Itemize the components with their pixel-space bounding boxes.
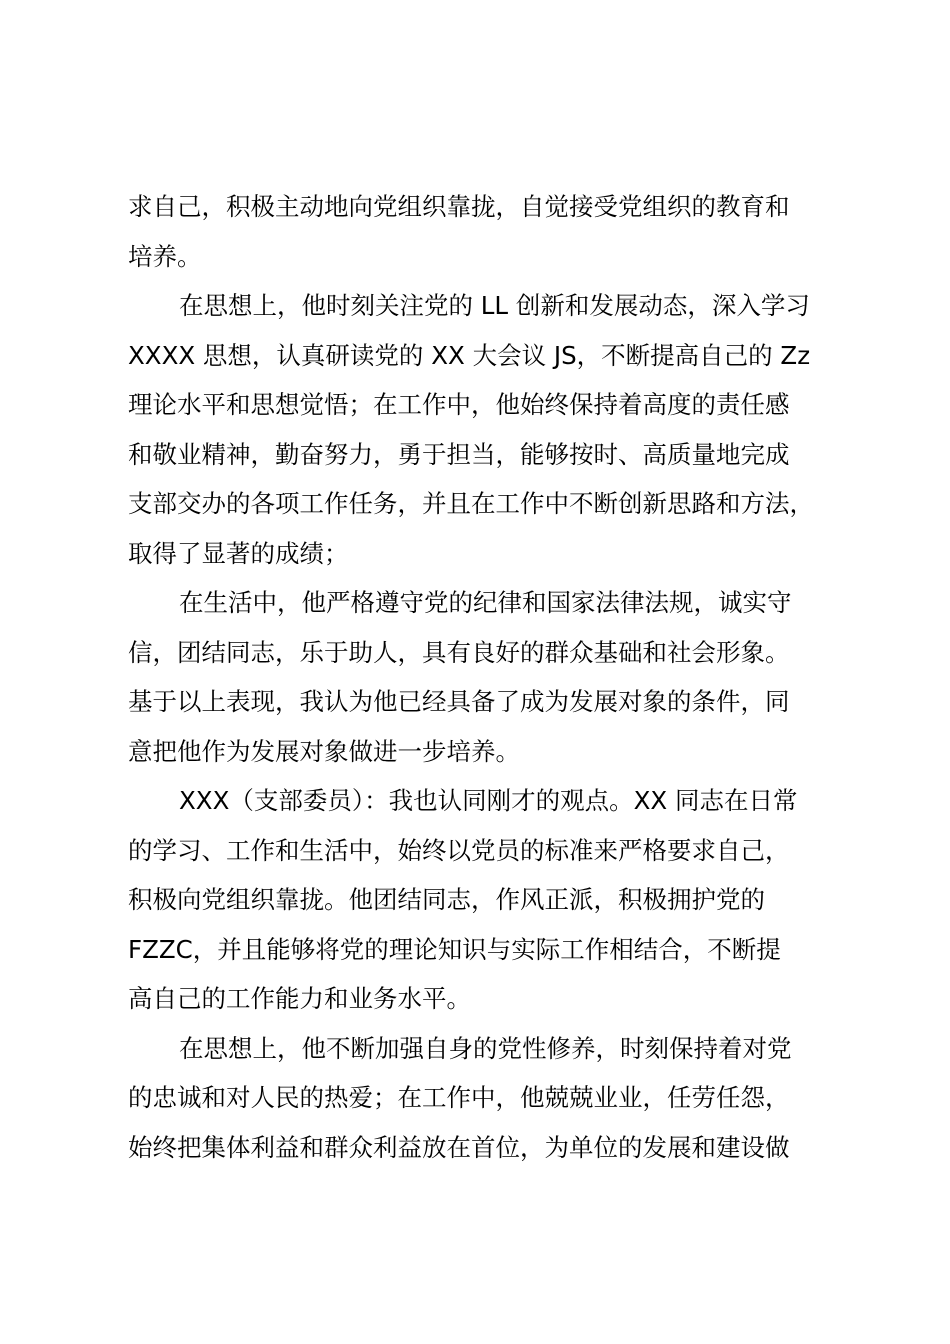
paragraph-first-line: 在生活中，他严格遵守党的纪律和国家法律法规，诚实守 — [179, 588, 792, 617]
text-line: 求自己，积极主动地向党组织靠拢，自觉接受党组织的教育和 — [128, 192, 790, 221]
paragraph-first-line: XXX（支部委员）：我也认同刚才的观点。XX 同志在日常 — [179, 786, 798, 815]
paragraph-first-line: 在思想上，他时刻关注党的 LL 创新和发展动态，深入学习 — [179, 291, 810, 320]
text-line: 基于以上表现，我认为他已经具备了成为发展对象的条件，同 — [128, 687, 790, 716]
text-line: FZZC，并且能够将党的理论知识与实际工作相结合，不断提 — [128, 934, 781, 964]
text-line: 信，团结同志，乐于助人，具有良好的群众基础和社会形象。 — [128, 637, 790, 667]
text-line: 支部交办的各项工作任务，并且在工作中不断创新思路和方法， — [128, 489, 814, 518]
paragraph-first-line: 在思想上，他不断加强自身的党性修养，时刻保持着对党 — [179, 1033, 792, 1063]
text-line: 意把他作为发展对象做进一步培养。 — [128, 736, 520, 766]
text-line: 培养。 — [128, 241, 202, 271]
text-line: 积极向党组织靠拢。他团结同志，作风正派，积极拥护党的 — [128, 885, 765, 914]
document-body — [128, 182, 868, 1172]
text-line: 高自己的工作能力和业务水平。 — [128, 984, 471, 1013]
text-line: 取得了显著的成绩； — [128, 538, 349, 568]
text-line: 始终把集体利益和群众利益放在首位，为单位的发展和建设做 — [128, 1132, 790, 1162]
text-line: 和敬业精神，勤奋努力，勇于担当，能够按时、高质量地完成 — [128, 439, 790, 469]
text-line: XXXX 思想，认真研读党的 XX 大会议 JS，不断提高自己的 Zz — [128, 340, 811, 370]
text-line: 的忠诚和对人民的热爱；在工作中，他兢兢业业，任劳任怨， — [128, 1083, 790, 1112]
text-line: 理论水平和思想觉悟；在工作中，他始终保持着高度的责任感 — [128, 390, 790, 419]
text-line: 的学习、工作和生活中，始终以党员的标准来严格要求自己， — [128, 835, 790, 865]
